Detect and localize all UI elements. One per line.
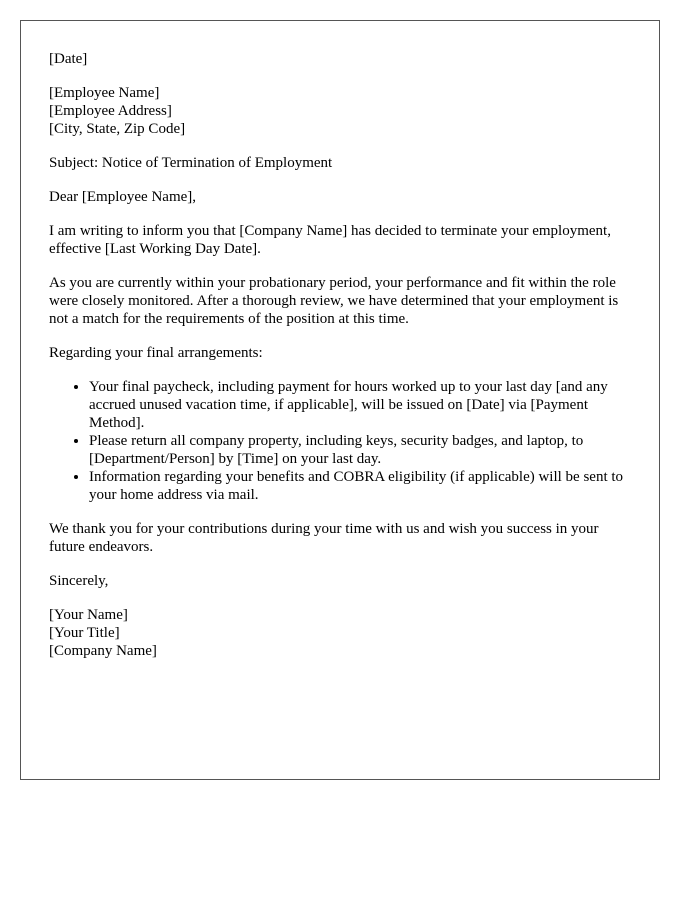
letter-salutation: Dear [Employee Name],	[49, 189, 197, 205]
letter-page	[20, 20, 660, 780]
letter-paragraph-probation: As you are currently within your probationary period, your performance and fit within the role were closely monitored. After a thorough review, we have determined that your employment is not a match for the requirements of the position at this time.	[49, 275, 619, 327]
letter-closing-paragraph: We thank you for your contributions during your time with us and wish you success in your future endeavors.	[49, 521, 599, 555]
letter-sign-off: Sincerely,	[49, 573, 109, 589]
sender-block	[49, 606, 631, 660]
sender-name: [Your Name]	[49, 607, 128, 623]
letter-date: [Date]	[49, 51, 88, 67]
arrangement-item-company-property: • Please return all company property, including keys, security badges, and laptop, to [Department/Person] by [Time] on your last day.	[89, 432, 631, 468]
arrangements-intro: Regarding your final arrangements:	[49, 345, 263, 361]
recipient-address: [Employee Address]	[49, 103, 172, 119]
recipient-city-state-zip: [City, State, Zip Code]	[49, 121, 186, 137]
recipient-name: [Employee Name]	[49, 85, 160, 101]
recipient-block	[49, 84, 631, 138]
sender-title: [Your Title]	[49, 625, 120, 641]
arrangements-list	[49, 378, 631, 504]
letter-subject: Subject: Notice of Termination of Employment	[49, 155, 333, 171]
arrangement-item-benefits: • Information regarding your benefits and COBRA eligibility (if applicable) will be sent to your home address via mail.	[89, 468, 631, 504]
letter-paragraph-termination: I am writing to inform you that [Company Name] has decided to terminate your employment, effective [Last Working Day Date].	[49, 223, 611, 257]
sender-company: [Company Name]	[49, 643, 157, 659]
arrangement-item-paycheck: • Your final paycheck, including payment for hours worked up to your last day [and any accrued unused vacation time, if applicable], will be issued on [Date] via [Payment Method].	[89, 378, 631, 432]
